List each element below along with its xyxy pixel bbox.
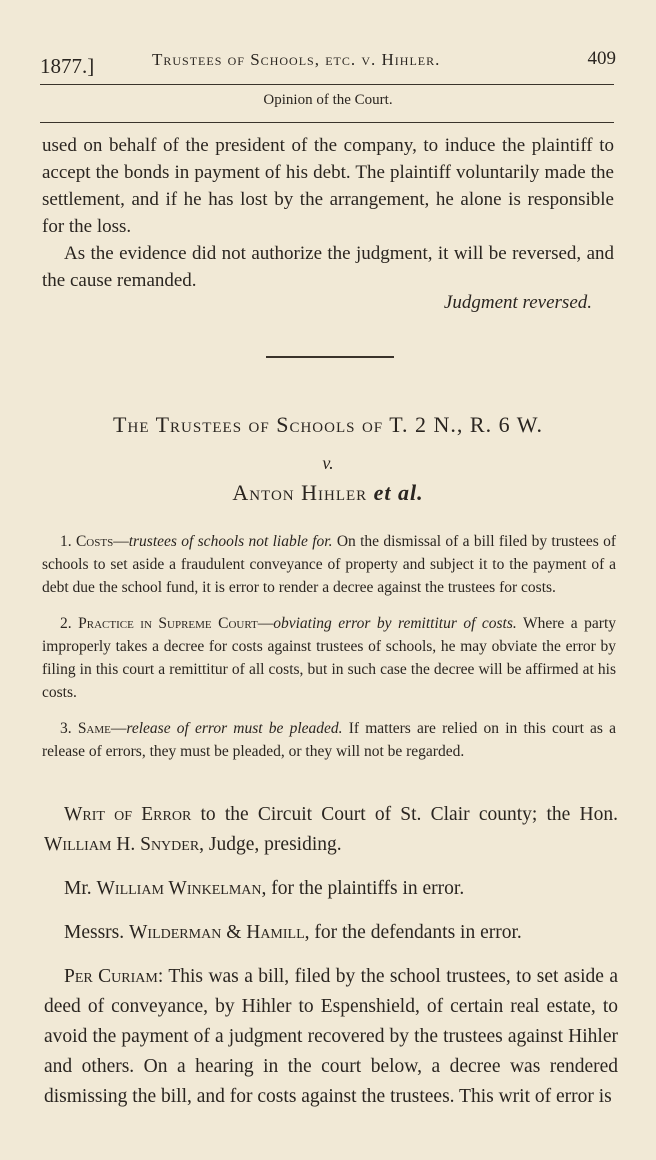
writ-of-error <box>44 800 618 860</box>
headnote: 1. Costs—trustees of schools not liable for. On the dismissal of a bill filed by trustees of schools to set aside a fraudulent conveyance of property and subject it to the payment of a debt due the school fund, it is error to render a decree against the trustees for costs. <box>42 533 617 596</box>
per-curiam-opinion <box>44 962 618 1112</box>
section-divider <box>266 356 394 358</box>
prior-opinion-para-2: As the evidence did not authorize the judgment, it will be reversed, and the cause remanded. <box>42 243 614 291</box>
opinion-of-court-header: Opinion of the Court. <box>263 92 393 108</box>
headnote-subtopic: obviating error by remittitur of costs. <box>273 615 517 632</box>
counsel-prefix: Mr. <box>64 878 92 899</box>
headnote-subtopic: trustees of schools not liable for. <box>128 533 333 550</box>
header-running-title: Trustees of Schools, etc. v. Hihler. <box>152 50 441 69</box>
case-plaintiff: The Trustees of Schools of T. 2 N., R. 6 W. <box>113 412 543 437</box>
headnote-topic: Costs <box>75 533 114 550</box>
headnotes <box>42 530 616 776</box>
counsel-name: Wilderman <box>129 922 222 943</box>
counsel-defendant <box>44 918 618 948</box>
page-number: 409 <box>587 48 616 69</box>
judge-name: William H. Snyder <box>44 834 200 855</box>
case-body <box>44 800 618 1126</box>
counsel-name-2: Hamill <box>246 922 305 943</box>
headnote-text: If matters are relied on in this court as a release of errors, they must be pleaded, or they will not be regarded. <box>42 720 617 760</box>
writ-text-2: , Judge, presiding. <box>199 834 342 855</box>
counsel-role: , for the defendants in error. <box>304 922 522 943</box>
counsel-name: William Winkelman <box>96 878 262 899</box>
judge-prefix: Hon. <box>579 804 619 825</box>
counsel-plaintiff <box>44 874 618 904</box>
prior-opinion-text <box>42 132 614 294</box>
prior-opinion-para-1: used on behalf of the president of the company, to induce the plaintiff to accept the bonds in payment of his debt. The plaintiff voluntarily made the settlement, and if he has lost by the arrangement, he alone is responsible for the loss. <box>42 135 614 237</box>
case-defendant-name: Anton Hihler <box>232 480 368 505</box>
headnote-text: Where a party improperly takes a decree for costs against trustees of schools, he may obviate the error by filing in this court a remittitur of all costs, but in such case the decree will be affirmed at his costs. <box>42 615 617 701</box>
running-header <box>40 48 616 76</box>
counsel-prefix: Messrs. <box>64 922 125 943</box>
opinion-header-rule <box>40 122 614 123</box>
writ-text-1: to the Circuit Court of St. Clair county; the <box>200 804 571 825</box>
headnote-text: On the dismissal of a bill filed by trustees of schools to set aside a fraudulent conveyance of property and subject it to the payment of a debt due the school fund, it is error to render a decree against the trustees for costs. <box>42 533 617 596</box>
headnote-number: 2. <box>60 615 72 632</box>
counsel-amp: & <box>221 922 247 943</box>
per-curiam-lead: Per Curiam: <box>64 966 164 987</box>
headnote-number: 3. <box>60 720 72 737</box>
judgment-line: Judgment reversed. <box>443 292 592 313</box>
header-year: 1877.] <box>40 54 95 78</box>
headnote-subtopic: release of error must be pleaded. <box>126 720 343 737</box>
opinion-text: This was a bill, filed by the school trustees, to set aside a deed of conveyance, by Hihler to Espenshield, of certain real estate, to avoid the payment of a judgment recovered by the trustees against Hihler and others. On a hearing in the court below, a decree was rendered dismissing the bill, and for costs against the trustees. This writ of error is <box>44 966 618 1107</box>
headnote: 2. Practice in Supreme Court—obviating error by remittitur of costs. Where a party improperly takes a decree for costs against trustees of schools, he may obviate the error by filing in this court a remittitur of all costs, but in such case the decree will be affirmed at his costs. <box>42 615 617 701</box>
headnote-topic: Practice in Supreme Court <box>78 615 258 632</box>
headnote-topic: Same <box>77 720 111 737</box>
case-defendant <box>0 480 656 506</box>
header-rule <box>40 84 614 85</box>
case-versus: v. <box>322 453 334 473</box>
writ-lead: Writ of Error <box>64 804 192 825</box>
headnote-number: 1. <box>60 533 72 550</box>
headnote: 3. Same—release of error must be pleaded. If matters are relied on in this court as a release of errors, they must be pleaded, or they will not be regarded. <box>42 720 617 760</box>
counsel-role: , for the plaintiffs in error. <box>261 878 465 899</box>
case-defendant-etal: et al. <box>373 480 424 505</box>
